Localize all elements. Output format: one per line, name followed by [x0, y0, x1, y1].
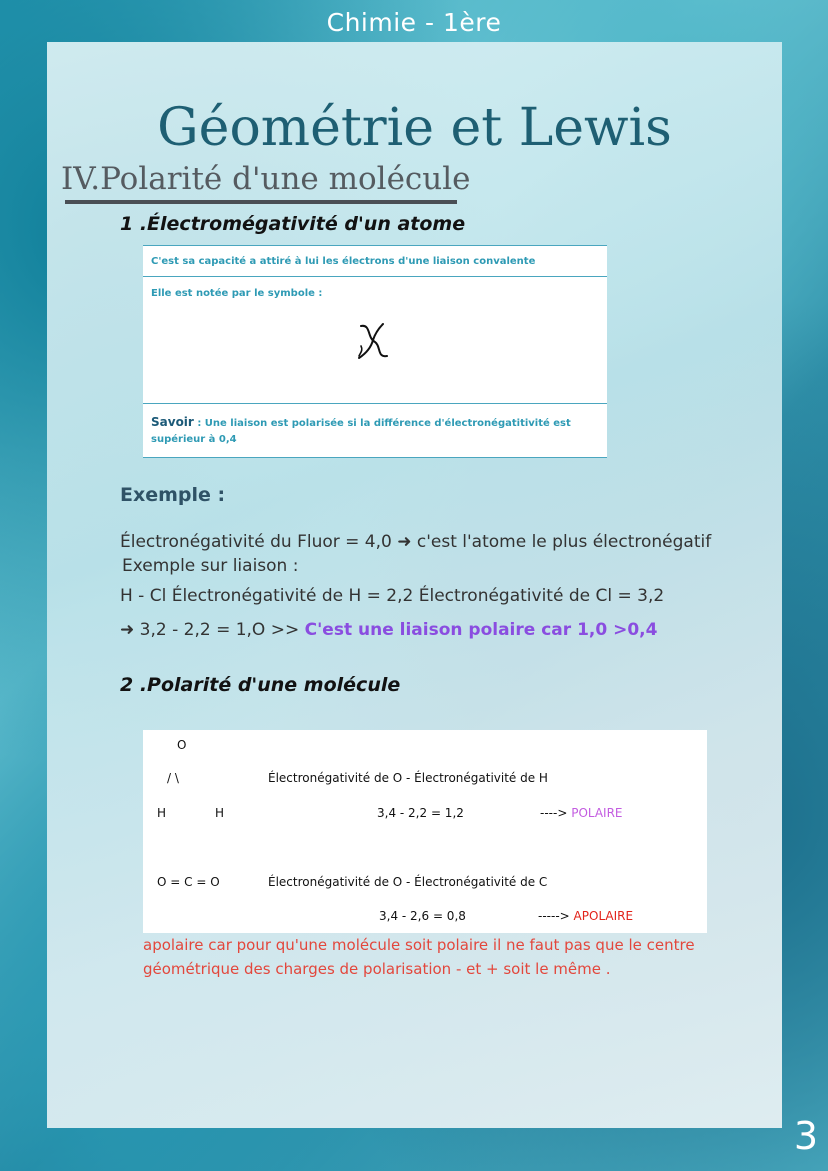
co2-arrow: -----> [538, 909, 570, 923]
chi-letter-icon [353, 320, 393, 362]
calc-text: ➜ 3,2 - 2,2 = 1,O >> [120, 620, 305, 640]
polaire-label: POLAIRE [571, 806, 623, 820]
example-line-liaison: Exemple sur liaison : [122, 556, 299, 576]
page-title: Géométrie et Lewis [157, 98, 672, 158]
page-header: Chimie - 1ère [326, 8, 502, 37]
molecule-box [143, 730, 707, 933]
definition-text: C'est sa capacité a attiré à lui les électrons d'une liaison convalente [151, 256, 536, 267]
symbol-label: Elle est notée par le symbole : [151, 288, 323, 299]
water-oxygen: O [177, 738, 187, 752]
subheading-molecule-polarity: 2 .Polarité d'une molécule [120, 674, 401, 696]
co2-result [538, 909, 633, 923]
content-sheet [47, 42, 782, 1128]
savoir-note [151, 414, 591, 448]
savoir-text: : Une liaison est polarisée si la différence d'électronégatitivité est supérieur à 0,4 [151, 418, 571, 445]
subheading-electronegativity: 1 .Électromégativité d'un atome [120, 213, 466, 235]
water-label: Électronégativité de O - Électronégativité de H [268, 771, 548, 785]
definition-box [143, 245, 607, 458]
apolar-explanation: apolaire car pour qu'une molécule soit polaire il ne faut pas que le centre géométrique des charges de polarisation - et + soit le même . [143, 936, 695, 978]
water-hydrogen-right: H [215, 806, 225, 820]
apolaire-label: APOLAIRE [573, 909, 634, 923]
savoir-label: Savoir [151, 415, 194, 429]
example-line-fluor: Électronégativité du Fluor = 4,0 ➜ c'est l'atome le plus électronégatif [120, 532, 712, 552]
water-bonds: / \ [167, 771, 179, 785]
water-hydrogen-left: H [157, 806, 167, 820]
example-heading: Exemple : [120, 484, 226, 506]
section-heading: IV.Polarité d'une molécule [61, 161, 471, 197]
water-result [540, 806, 623, 820]
example-line-calc [120, 620, 657, 640]
polar-conclusion: C'est une liaison polaire car 1,0 >0,4 [304, 620, 658, 640]
section-underline [65, 200, 457, 204]
water-calc: 3,4 - 2,2 = 1,2 [377, 806, 464, 820]
co2-calc: 3,4 - 2,6 = 0,8 [379, 909, 466, 923]
water-arrow: ----> [540, 806, 568, 820]
page-number: 3 [793, 1114, 818, 1158]
co2-label: Électronégativité de O - Électronégativité de C [268, 875, 548, 889]
divider [143, 276, 607, 277]
example-line-hcl: H - Cl Électronégativité de H = 2,2 Électronégativité de Cl = 3,2 [120, 586, 665, 606]
divider [143, 403, 607, 404]
co2-formula: O = C = O [157, 875, 220, 889]
